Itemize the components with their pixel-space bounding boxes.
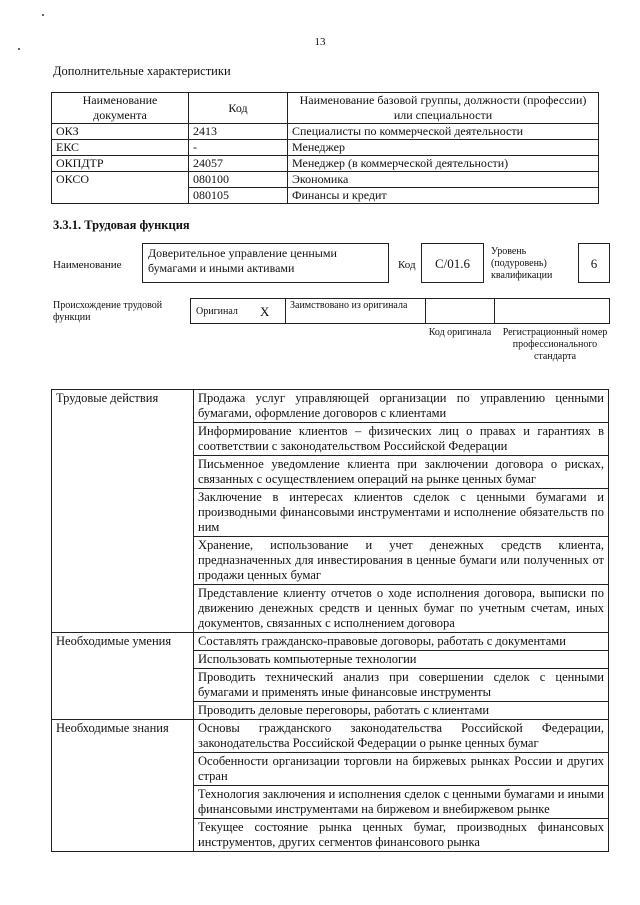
name-cell: Финансы и кредит — [288, 188, 599, 204]
column-header: Код — [189, 93, 288, 124]
original-label: Оригинал — [196, 306, 238, 317]
item-cell: Использовать компьютерные технологии — [194, 651, 609, 669]
code-cell: 2413 — [189, 124, 288, 140]
table-row — [52, 720, 609, 753]
name-cell: Менеджер (в коммерческой деятельности) — [288, 156, 599, 172]
category-cell: Необходимые умения — [52, 633, 194, 720]
function-details-table — [51, 389, 609, 852]
code-label: Код — [398, 259, 416, 271]
column-header: Наименование базовой группы, должности (профессии) или специальности — [288, 93, 599, 124]
item-cell: Письменное уведомление клиента при заключении договора о рисках, связанных с осуществлением операций на рынке ценных бумаг — [194, 456, 609, 489]
scan-speck — [42, 14, 44, 16]
skills-group — [52, 633, 609, 720]
reg-number-caption: Регистрационный номер профессионального стандарта — [502, 327, 608, 362]
item-cell: Заключение в интересах клиентов сделок с ценными бумагами и производными финансовыми инструментами и исполнение обязательств по ним — [194, 489, 609, 537]
item-cell: Проводить деловые переговоры, работать с клиентами — [194, 702, 609, 720]
classifiers-table — [51, 92, 599, 204]
name-label: Наименование — [53, 259, 122, 271]
name-cell: Экономика — [288, 172, 599, 188]
column-header: Наименование документа — [52, 93, 189, 124]
doc-cell: ЕКС — [52, 140, 189, 156]
item-cell: Основы гражданского законодательства Российской Федерации, законодательства Российской Федерации о рынке ценных бумаг — [194, 720, 609, 753]
category-cell: Необходимые знания — [52, 720, 194, 852]
item-cell: Представление клиенту отчетов о ходе исполнения договора, выписки по движению денежных средств и ценных бумаг по учетным счетам, иных документов, связанных с исполнением договора — [194, 585, 609, 633]
section-title: Дополнительные характеристики — [53, 64, 231, 78]
borrowed-label: Заимствовано из оригинала — [290, 300, 408, 311]
item-cell: Информирование клиентов – физических лиц о правах и гарантиях в соответствии с законодательством Российской Федерации — [194, 423, 609, 456]
table-row — [52, 188, 599, 204]
table-row — [52, 172, 599, 188]
doc-cell — [52, 188, 189, 204]
item-cell: Продажа услуг управляющей организации по управлению ценными бумагами, оформление договоров с клиентами — [194, 390, 609, 423]
code-value: C/01.6 — [434, 255, 471, 271]
level-value-box — [578, 243, 610, 283]
item-cell: Хранение, использование и учет денежных средств клиента, предназначенных для инвестирования в ценные бумаги или полученных от продажи ценных бумаг — [194, 537, 609, 585]
origin-divider — [425, 298, 426, 324]
category-cell: Трудовые действия — [52, 390, 194, 633]
item-cell: Составлять гражданско-правовые договоры, работать с документами — [194, 633, 609, 651]
original-mark: X — [260, 304, 270, 319]
name-cell: Специалисты по коммерческой деятельности — [288, 124, 599, 140]
labor-actions-group — [52, 390, 609, 633]
table-row — [52, 390, 609, 423]
code-cell: 080100 — [189, 172, 288, 188]
name-value-box — [142, 243, 389, 283]
level-label: Уровень (подуровень) квалификации — [491, 246, 553, 281]
doc-cell: ОКПДТР — [52, 156, 189, 172]
code-cell: - — [189, 140, 288, 156]
item-cell: Текущее состояние рынка ценных бумаг, производных финансовых инструментов, других сегментов финансового рынка — [194, 819, 609, 852]
code-cell: 24057 — [189, 156, 288, 172]
item-cell: Особенности организации торговли на биржевых рынках России и других стран — [194, 753, 609, 786]
origin-divider — [494, 298, 495, 324]
function-title: 3.3.1. Трудовая функция — [53, 218, 190, 232]
doc-cell: ОКСО — [52, 172, 189, 188]
code-value-box — [421, 243, 484, 283]
knowledge-group — [52, 720, 609, 852]
origin-label: Происхождение трудовой функции — [53, 300, 163, 323]
table-row — [52, 156, 599, 172]
item-cell: Проводить технический анализ при совершении сделок с ценными бумагами и применять иные финансовые инструменты — [194, 669, 609, 702]
doc-cell: ОКЗ — [52, 124, 189, 140]
origin-divider — [285, 298, 286, 324]
scan-speck — [18, 48, 20, 50]
page-number: 13 — [314, 36, 326, 48]
code-cell: 080105 — [189, 188, 288, 204]
item-cell: Технология заключения и исполнения сделок с ценными бумагами и иными финансовыми инструментами на биржевом и внебиржевом рынке — [194, 786, 609, 819]
table-header-row — [52, 93, 599, 124]
name-cell: Менеджер — [288, 140, 599, 156]
table-row — [52, 140, 599, 156]
table-row — [52, 124, 599, 140]
level-value: 6 — [590, 255, 598, 271]
code-original-caption: Код оригинала — [428, 327, 492, 338]
name-value: Доверительное управление ценными бумагами и иными активами — [148, 246, 337, 275]
table-row — [52, 633, 609, 651]
